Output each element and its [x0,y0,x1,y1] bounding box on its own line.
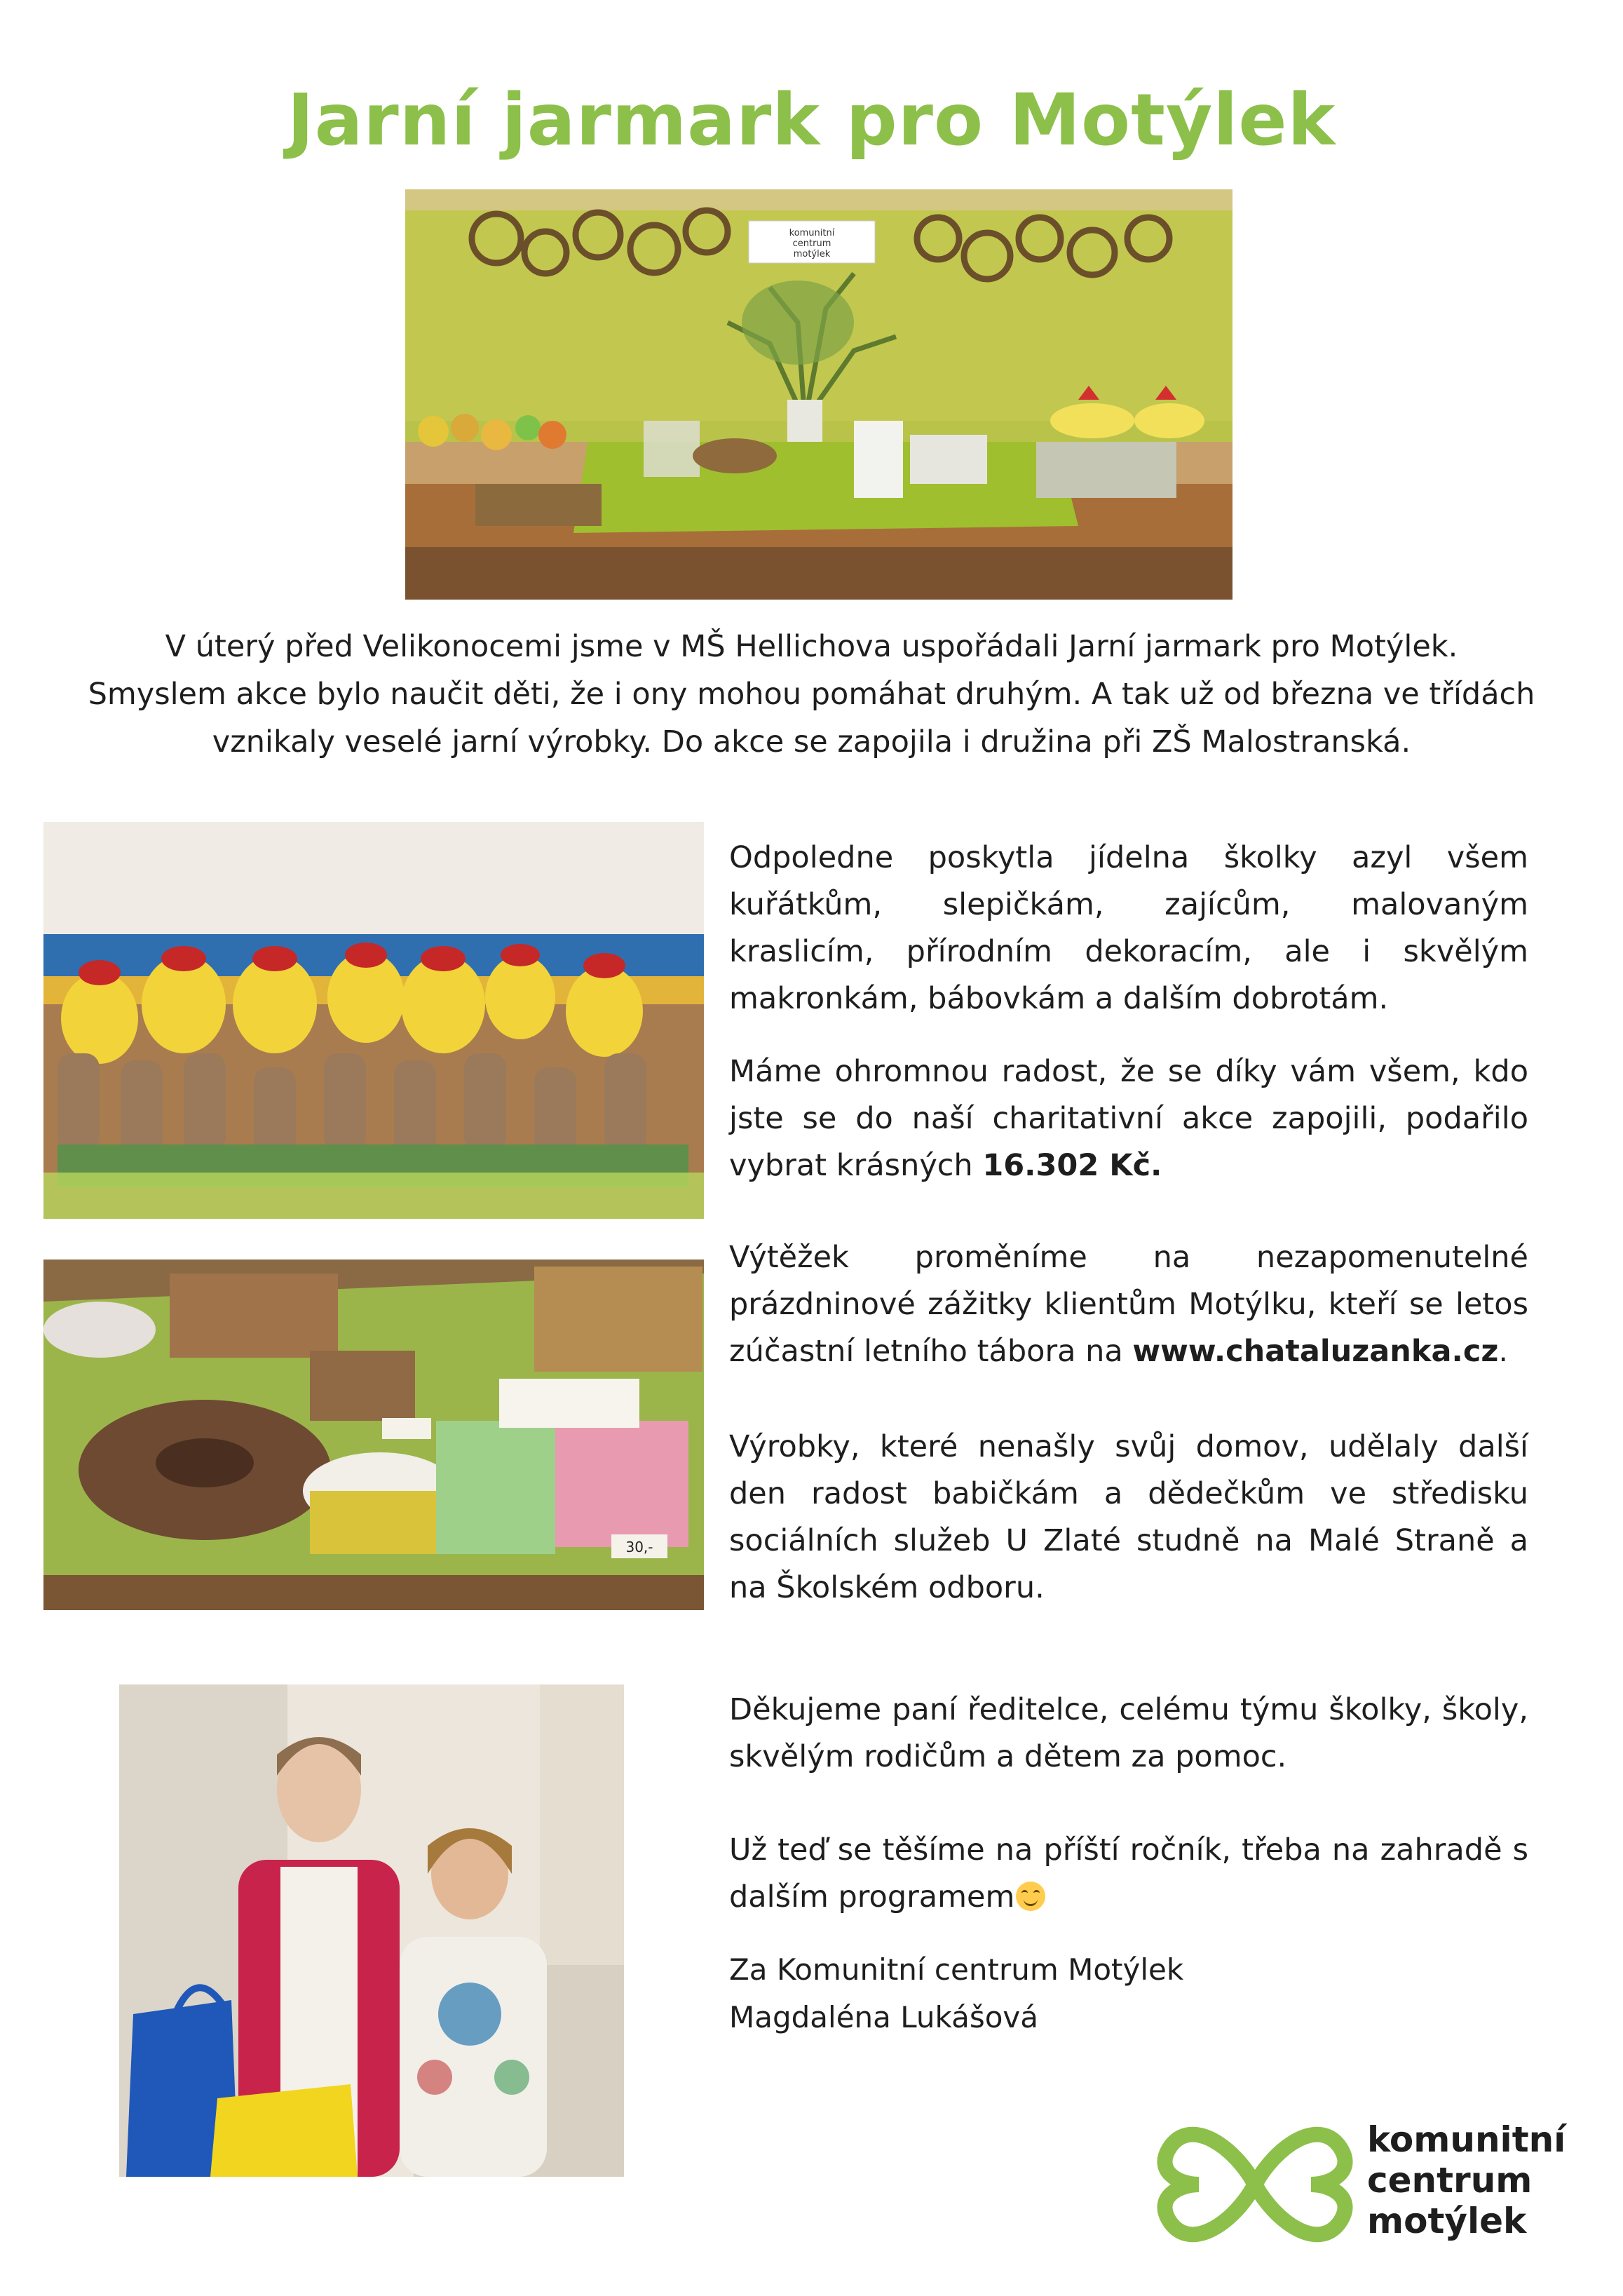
proceeds-period: . [1498,1334,1509,1369]
camp-link[interactable]: www.chataluzanka.cz [1132,1334,1499,1369]
crafts-photo [43,822,704,1219]
logo-line-1: komunitní [1367,2119,1566,2160]
banner-sign-line-3: motýlek [793,249,831,259]
banner-sign-line-2: centrum [792,238,831,249]
intro-line-2: Smyslem akce bylo naučit děti, že i ony mohou pomáhat druhým. A tak už od března ve třídách [88,677,1535,712]
intro-paragraph [49,623,1574,766]
amount-text: Máme ohromnou radost, že se díky vám všem, kdo jste se do naší charitativní akce zapojili, podařilo vybrat krásných [729,1054,1528,1183]
paragraph-proceeds [729,1234,1528,1375]
motylek-logo [1150,2104,1570,2265]
logo-wordmark [1367,2119,1566,2241]
market-table-photo [405,189,1232,600]
paragraph-leftover-products: Výrobky, které nenašly svůj domov, udělaly další den radost babičkám a dědečkům ve středisku sociálních služeb U Zlaté studně na Malé Straně a na Školském odboru. [729,1429,1528,1605]
intro-line-1: V úterý před Velikonocemi jsme v MŠ Hellichova uspořádali Jarní jarmark pro Motýlek. [165,629,1458,664]
smiling-face-icon [1016,1882,1045,1911]
paragraph-amount [729,1048,1528,1189]
volunteers-photo [119,1684,624,2177]
butterfly-logo-icon [1150,2104,1360,2265]
signature-name: Magdaléna Lukášová [729,2000,1039,2034]
paragraph-next-year [729,1827,1528,1921]
signature [729,1946,1183,2041]
next-year-text: Už teď se těšíme na příští ročník, třeba na zahradě s dalším programem [729,1832,1528,1915]
price-tag: 30,- [625,1539,653,1555]
pastry-table-photo [43,1260,704,1610]
logo-line-3: motýlek [1367,2201,1527,2241]
signature-org: Za Komunitní centrum Motýlek [729,1952,1184,1987]
intro-line-3: vznikaly veselé jarní výrobky. Do akce se zapojila i družina při ZŠ Malostranská. [212,724,1411,759]
paragraph-afternoon: Odpoledne poskytla jídelna školky azyl všem kuřátkům, slepičkám, zajícům, malovaným kraslicím, přírodním dekoracím, ale i skvělým makronkám, bábovkám a dalším dobrotám. [729,840,1528,1016]
paragraph-thanks: Děkujeme paní ředitelce, celému týmu školky, školy, skvělým rodičům a dětem za pomoc. [729,1692,1528,1774]
proceeds-text: Výtěžek proměníme na nezapomenutelné prázdninové zážitky klientům Motýlku, kteří se letos zúčastní letního tábora na [729,1240,1528,1369]
page-title: Jarní jarmark pro Motýlek [287,79,1336,162]
banner-sign-line-1: komunitní [789,228,835,238]
amount-value: 16.302 Kč. [982,1148,1162,1183]
logo-line-2: centrum [1367,2160,1533,2201]
